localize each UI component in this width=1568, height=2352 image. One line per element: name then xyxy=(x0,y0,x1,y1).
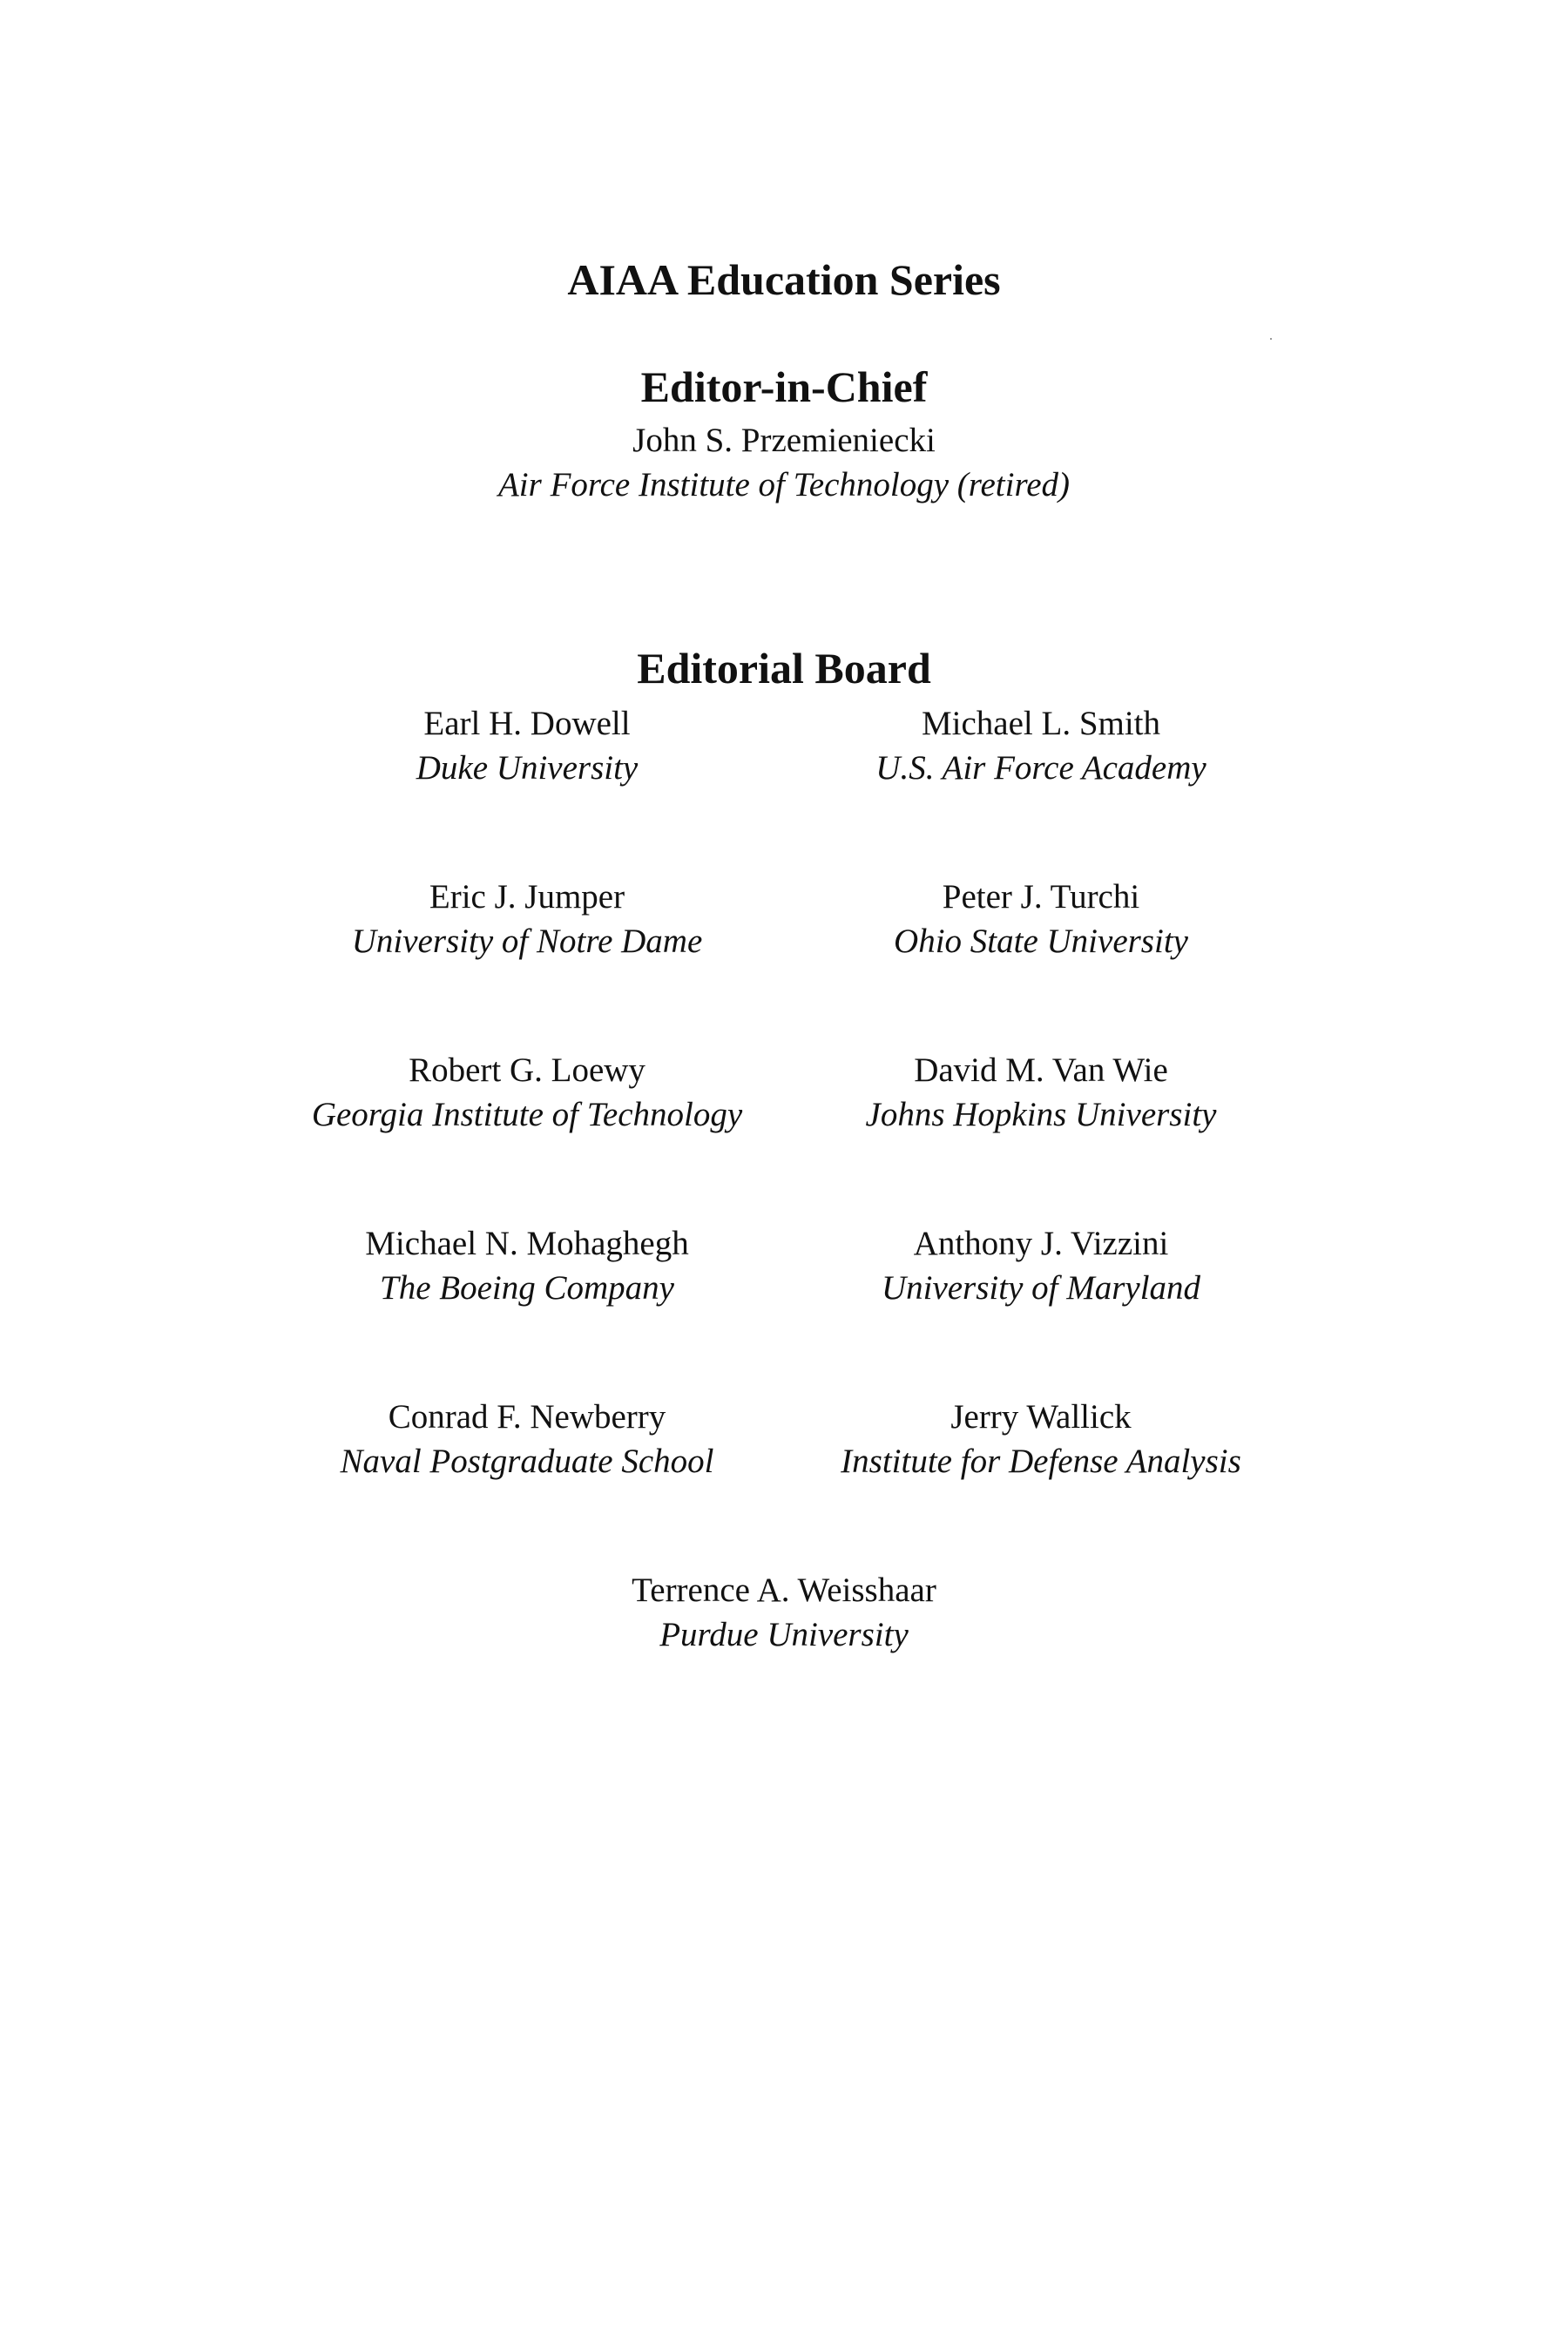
member-name: Michael L. Smith xyxy=(921,705,1161,742)
member-name: Jerry Wallick xyxy=(950,1398,1132,1436)
member-affiliation: Duke University xyxy=(416,749,639,787)
editor-in-chief-name: John S. Przemieniecki xyxy=(632,422,936,459)
member-name: Terrence A. Weisshaar xyxy=(632,1571,936,1609)
member-name: Earl H. Dowell xyxy=(423,705,631,742)
member-affiliation: University of Notre Dame xyxy=(351,923,703,960)
series-title: AIAA Education Series xyxy=(567,255,1001,304)
member-affiliation: Ohio State University xyxy=(894,923,1188,960)
board-member xyxy=(736,701,1346,790)
member-affiliation: Johns Hopkins University xyxy=(865,1096,1217,1133)
member-name: Conrad F. Newberry xyxy=(388,1398,666,1436)
board-member xyxy=(736,875,1346,963)
member-affiliation: Institute for Defense Analysis xyxy=(841,1443,1241,1480)
board-member xyxy=(479,1568,1089,1657)
member-name: Peter J. Turchi xyxy=(942,878,1140,916)
board-member xyxy=(736,1048,1346,1137)
board-member xyxy=(736,1395,1346,1484)
member-affiliation: Naval Postgraduate School xyxy=(340,1443,714,1480)
member-name: David M. Van Wie xyxy=(914,1051,1168,1089)
member-affiliation: The Boeing Company xyxy=(380,1269,674,1307)
member-affiliation: U.S. Air Force Academy xyxy=(875,749,1206,787)
member-name: Michael N. Mohaghegh xyxy=(365,1225,689,1262)
member-affiliation: University of Maryland xyxy=(881,1269,1201,1307)
member-affiliation: Georgia Institute of Technology xyxy=(311,1096,743,1133)
member-name: Anthony J. Vizzini xyxy=(913,1225,1169,1262)
member-name: Eric J. Jumper xyxy=(429,878,625,916)
editorial-board-heading: Editorial Board xyxy=(637,644,931,693)
editor-in-chief-heading: Editor-in-Chief xyxy=(640,362,928,411)
member-affiliation: Purdue University xyxy=(659,1616,909,1653)
editor-in-chief-affiliation: Air Force Institute of Technology (retired) xyxy=(497,466,1070,504)
board-member xyxy=(736,1221,1346,1310)
scan-speck xyxy=(1270,338,1272,340)
member-name: Robert G. Loewy xyxy=(409,1051,645,1089)
